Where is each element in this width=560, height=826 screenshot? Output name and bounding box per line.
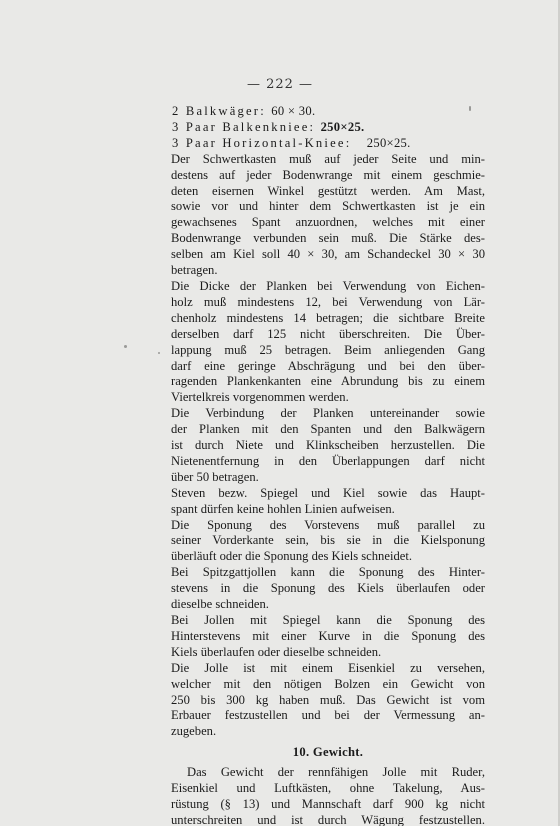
text-line: Die Sponung des Vorstevens muß parallel zu (171, 517, 485, 532)
paper-speck (158, 352, 160, 354)
section-heading: 10. Gewicht. (292, 745, 364, 760)
text-line: stevens in die Sponung des Kiels überlaufen oder (171, 581, 485, 596)
dimension-value: 60 × 30. (271, 104, 316, 118)
text-line: dieselbe schneiden. (171, 597, 269, 612)
text-line: Nietenentfernung in den Überlappungen darf nicht (171, 453, 485, 468)
text-line: derselben darf 125 nicht überschreiten. Die Über- (171, 326, 485, 341)
text-line: Viertelkreis vorgenommen werden. (171, 390, 349, 405)
text-line: selben am Kiel soll 40 × 30, am Schandeckel 30 × 30 (171, 247, 485, 262)
text-line: Kiels überlaufen oder dieselbe schneiden. (171, 644, 382, 659)
text-line: welcher mit den nötigen Bolzen ein Gewicht von (171, 676, 485, 691)
text-line: gewachsenes Spant anzuordnen, welches mit einer (171, 215, 485, 230)
text-line: deten eisernen Winkel gestützt werden. Am Mast, (171, 183, 485, 198)
text-line: Der Schwertkasten muß auf jeder Seite und min- (171, 151, 485, 166)
text-line: Steven bezw. Spiegel und Kiel sowie das Haupt- (171, 485, 485, 500)
dimension-label: 3 Paar Horizontal-Kniee: (172, 135, 352, 150)
text-line: sowie vor und hinter dem Schwertkasten ist je ein (171, 199, 485, 214)
text-line: seiner Vorderkante sein, bis sie in die Kielsponung (171, 533, 485, 548)
text-line: chenholz mindestens 14 betragen; die sichtbare Breite (171, 310, 485, 325)
text-line: Erbauer festzustellen und bei der Vermessung an- (171, 708, 485, 723)
body-paragraphs (171, 152, 485, 741)
page-number: — 222 — (246, 77, 314, 92)
text-line: der Planken mit den Spanten und den Balkwägern (171, 422, 485, 437)
text-line: Die Dicke der Planken bei Verwendung von Eichen- (171, 278, 485, 293)
text-line: spant dürfen keine hohlen Linien aufweisen. (171, 501, 395, 516)
text-line: Bei Spitzgattjollen kann die Sponung des Hinter- (171, 565, 485, 580)
text-line: unterschreiten und ist durch Wägung festzustellen. (171, 812, 485, 826)
page-body (171, 104, 485, 826)
text-line: Die Verbindung der Planken untereinander sowie (171, 406, 485, 421)
dimension-label: 3 Paar Balkenkniee: (172, 119, 316, 134)
dimension-label: 2 Balkwäger: (172, 104, 266, 118)
text-line: ist durch Niete und Klinkscheiben herzustellen. Die (171, 438, 485, 453)
text-line: Bodenwrange verbunden sein muß. Die Stärke des- (171, 231, 485, 246)
dimension-line (171, 136, 485, 152)
text-line: destens auf jeder Bodenwrange mit einem geschmie- (171, 167, 485, 182)
text-line: überläuft oder die Sponung des Kiels schneidet. (171, 549, 412, 564)
text-line: betragen. (171, 263, 218, 278)
text-line: 250 bis 300 kg haben muß. Das Gewicht ist vom (171, 692, 485, 707)
dimension-value: 250×25. (366, 135, 411, 150)
section-paragraph (171, 765, 485, 826)
text-line: über 50 betragen. (171, 469, 259, 484)
text-line: zugeben. (171, 724, 217, 739)
text-line: Bei Jollen mit Spiegel kann die Sponung des (171, 613, 485, 627)
text-line: Die Jolle ist mit einem Eisenkiel zu versehen, (171, 660, 485, 675)
text-line: holz muß mindestens 12, bei Verwendung von Lär- (171, 294, 485, 309)
paper-speck (469, 106, 471, 111)
dimension-value: 250×25. (320, 119, 365, 134)
text-line: Hinterstevens mit einer Kurve in die Sponung des (171, 628, 485, 643)
text-line: rüstung (§ 13) und Mannschaft darf 900 kg nicht (171, 796, 485, 811)
text-line: Eisenkiel und Luftkästen, ohne Takelung, Aus- (171, 781, 485, 796)
paper-speck (124, 345, 127, 348)
text-line: darf eine geringe Abschrägung und bei den über- (171, 358, 485, 373)
dimension-line (171, 104, 485, 120)
text-line: Das Gewicht der rennfähigen Jolle mit Ruder, (187, 765, 485, 780)
dimension-line (171, 120, 485, 136)
text-line: ragenden Plankenkanten eine Abrundung bis zu einem (171, 374, 485, 389)
text-line: lappung muß 25 betragen. Beim anliegenden Gang (171, 342, 485, 357)
